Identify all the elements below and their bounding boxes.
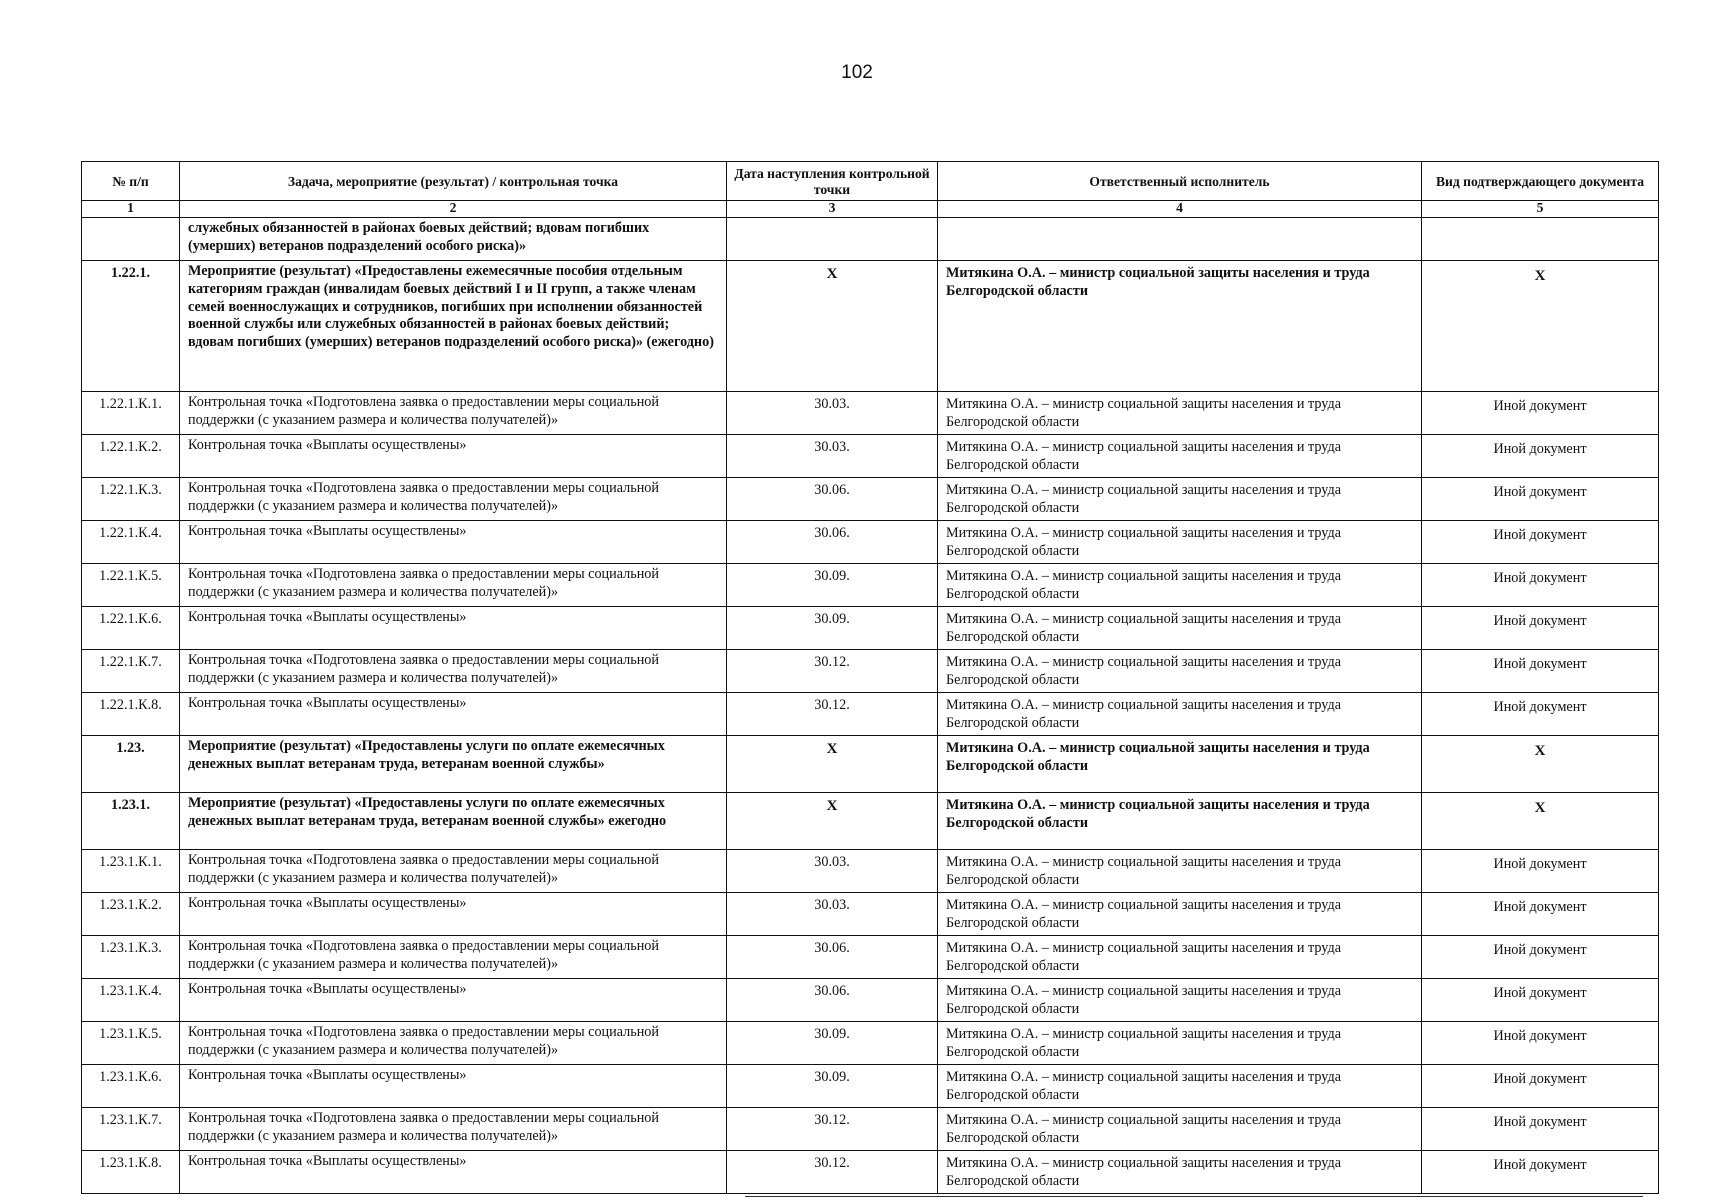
- row-date-cell: 30.12.: [727, 1151, 938, 1194]
- column-number-4: 4: [938, 201, 1422, 218]
- row-number-cell: 1.23.1.К.5.: [82, 1022, 180, 1065]
- row-document-cell: X: [1422, 793, 1659, 850]
- row-number-cell: 1.22.1.К.3.: [82, 478, 180, 521]
- row-date-cell: X: [727, 261, 938, 392]
- row-responsible-cell: Митякина О.А. – министр социальной защиты населения и труда Белгородской области: [938, 850, 1422, 893]
- table-row: [82, 979, 1659, 1022]
- footer-rule: [745, 1196, 1643, 1197]
- header-date: Дата наступления контрольной точки: [727, 162, 938, 201]
- table-row: [82, 893, 1659, 936]
- control-points-table: [81, 161, 1659, 1194]
- row-number-cell: 1.22.1.К.4.: [82, 521, 180, 564]
- row-task-cell: Мероприятие (результат) «Предоставлены услуги по оплате ежемесячных денежных выплат ветеранам труда, ветеранам военной службы» ежегодно: [180, 793, 727, 850]
- table-row: [82, 1108, 1659, 1151]
- table-row: [82, 793, 1659, 850]
- row-responsible-cell: Митякина О.А. – министр социальной защиты населения и труда Белгородской области: [938, 392, 1422, 435]
- row-number-cell: 1.23.1.К.2.: [82, 893, 180, 936]
- row-date-cell: 30.09.: [727, 607, 938, 650]
- header-number: № п/п: [82, 162, 180, 201]
- row-responsible-cell: Митякина О.А. – министр социальной защиты населения и труда Белгородской области: [938, 1151, 1422, 1194]
- table-body: [82, 218, 1659, 1194]
- row-responsible-cell: Митякина О.А. – министр социальной защиты населения и труда Белгородской области: [938, 478, 1422, 521]
- table-row: [82, 650, 1659, 693]
- page-number: 102: [841, 62, 873, 83]
- table-row: [82, 1065, 1659, 1108]
- row-responsible-cell: Митякина О.А. – министр социальной защиты населения и труда Белгородской области: [938, 261, 1422, 392]
- row-date-cell: 30.09.: [727, 564, 938, 607]
- row-date-cell: X: [727, 736, 938, 793]
- row-number-cell: [82, 218, 180, 261]
- row-document-cell: Иной документ: [1422, 392, 1659, 435]
- table-row: [82, 218, 1659, 261]
- column-number-5: 5: [1422, 201, 1659, 218]
- row-responsible-cell: Митякина О.А. – министр социальной защиты населения и труда Белгородской области: [938, 979, 1422, 1022]
- row-number-cell: 1.22.1.: [82, 261, 180, 392]
- table-row: [82, 1151, 1659, 1194]
- header-responsible: Ответственный исполнитель: [938, 162, 1422, 201]
- row-document-cell: Иной документ: [1422, 979, 1659, 1022]
- row-date-cell: 30.12.: [727, 693, 938, 736]
- row-number-cell: 1.22.1.К.2.: [82, 435, 180, 478]
- row-task-cell: Контрольная точка «Выплаты осуществлены»: [180, 1065, 727, 1108]
- table-row: [82, 435, 1659, 478]
- row-responsible-cell: [938, 218, 1422, 261]
- row-document-cell: Иной документ: [1422, 650, 1659, 693]
- row-document-cell: Иной документ: [1422, 1151, 1659, 1194]
- row-date-cell: 30.09.: [727, 1065, 938, 1108]
- row-responsible-cell: Митякина О.А. – министр социальной защиты населения и труда Белгородской области: [938, 793, 1422, 850]
- row-task-cell: Контрольная точка «Выплаты осуществлены»: [180, 435, 727, 478]
- row-document-cell: Иной документ: [1422, 693, 1659, 736]
- row-number-cell: 1.22.1.К.8.: [82, 693, 180, 736]
- row-responsible-cell: Митякина О.А. – министр социальной защиты населения и труда Белгородской области: [938, 693, 1422, 736]
- row-task-cell: Контрольная точка «Подготовлена заявка о предоставлении меры социальной поддержки (с указанием размера и количества получателей)»: [180, 478, 727, 521]
- row-date-cell: [727, 218, 938, 261]
- row-date-cell: 30.12.: [727, 1108, 938, 1151]
- row-task-cell: Контрольная точка «Подготовлена заявка о предоставлении меры социальной поддержки (с указанием размера и количества получателей)»: [180, 936, 727, 979]
- row-task-cell: Контрольная точка «Подготовлена заявка о предоставлении меры социальной поддержки (с указанием размера и количества получателей)»: [180, 650, 727, 693]
- row-document-cell: Иной документ: [1422, 435, 1659, 478]
- row-number-cell: 1.23.1.К.3.: [82, 936, 180, 979]
- row-number-cell: 1.22.1.К.1.: [82, 392, 180, 435]
- row-date-cell: 30.03.: [727, 850, 938, 893]
- row-date-cell: 30.06.: [727, 521, 938, 564]
- row-responsible-cell: Митякина О.А. – министр социальной защиты населения и труда Белгородской области: [938, 435, 1422, 478]
- row-date-cell: 30.09.: [727, 1022, 938, 1065]
- row-task-cell: Контрольная точка «Выплаты осуществлены»: [180, 979, 727, 1022]
- row-responsible-cell: Митякина О.А. – министр социальной защиты населения и труда Белгородской области: [938, 650, 1422, 693]
- row-date-cell: 30.06.: [727, 478, 938, 521]
- row-date-cell: 30.03.: [727, 435, 938, 478]
- table-row: [82, 936, 1659, 979]
- row-document-cell: Иной документ: [1422, 478, 1659, 521]
- row-number-cell: 1.23.1.К.6.: [82, 1065, 180, 1108]
- table-row: [82, 736, 1659, 793]
- row-task-cell: Контрольная точка «Подготовлена заявка о предоставлении меры социальной поддержки (с указанием размера и количества получателей)»: [180, 1108, 727, 1151]
- table-row: [82, 693, 1659, 736]
- row-task-cell: Контрольная точка «Выплаты осуществлены»: [180, 1151, 727, 1194]
- table-row: [82, 392, 1659, 435]
- row-number-cell: 1.23.: [82, 736, 180, 793]
- row-document-cell: Иной документ: [1422, 893, 1659, 936]
- row-task-cell: Мероприятие (результат) «Предоставлены ежемесячные пособия отдельным категориям граждан (инвалидам боевых действий I и II групп, а также членам семей военнослужащих и сотрудников, погибших при исполнении обязанностей военной службы или служебных обязанностей в районах боевых действий; вдовам погибших (умерших) ветеранов подразделений особого риска)» (ежегодно): [180, 261, 727, 392]
- header-task: Задача, мероприятие (результат) / контрольная точка: [180, 162, 727, 201]
- table-row: [82, 261, 1659, 392]
- row-responsible-cell: Митякина О.А. – министр социальной защиты населения и труда Белгородской области: [938, 893, 1422, 936]
- row-document-cell: Иной документ: [1422, 1022, 1659, 1065]
- row-document-cell: Иной документ: [1422, 1108, 1659, 1151]
- row-task-cell: служебных обязанностей в районах боевых действий; вдовам погибших (умерших) ветеранов подразделений особого риска)»: [180, 218, 727, 261]
- row-document-cell: [1422, 218, 1659, 261]
- table-row: [82, 607, 1659, 650]
- row-number-cell: 1.23.1.: [82, 793, 180, 850]
- row-responsible-cell: Митякина О.А. – министр социальной защиты населения и труда Белгородской области: [938, 1065, 1422, 1108]
- row-task-cell: Контрольная точка «Подготовлена заявка о предоставлении меры социальной поддержки (с указанием размера и количества получателей)»: [180, 1022, 727, 1065]
- row-document-cell: Иной документ: [1422, 607, 1659, 650]
- table-row: [82, 850, 1659, 893]
- row-task-cell: Контрольная точка «Выплаты осуществлены»: [180, 893, 727, 936]
- row-responsible-cell: Митякина О.А. – министр социальной защиты населения и труда Белгородской области: [938, 1022, 1422, 1065]
- row-number-cell: 1.23.1.К.8.: [82, 1151, 180, 1194]
- row-responsible-cell: Митякина О.А. – министр социальной защиты населения и труда Белгородской области: [938, 521, 1422, 564]
- table-row: [82, 1022, 1659, 1065]
- header-document: Вид подтверждающего документа: [1422, 162, 1659, 201]
- row-number-cell: 1.23.1.К.7.: [82, 1108, 180, 1151]
- row-responsible-cell: Митякина О.А. – министр социальной защиты населения и труда Белгородской области: [938, 1108, 1422, 1151]
- row-date-cell: 30.06.: [727, 979, 938, 1022]
- row-document-cell: Иной документ: [1422, 936, 1659, 979]
- column-number-3: 3: [727, 201, 938, 218]
- row-document-cell: Иной документ: [1422, 521, 1659, 564]
- row-task-cell: Контрольная точка «Подготовлена заявка о предоставлении меры социальной поддержки (с указанием размера и количества получателей)»: [180, 564, 727, 607]
- row-task-cell: Контрольная точка «Выплаты осуществлены»: [180, 693, 727, 736]
- row-document-cell: Иной документ: [1422, 850, 1659, 893]
- row-document-cell: Иной документ: [1422, 564, 1659, 607]
- column-number-1: 1: [82, 201, 180, 218]
- row-task-cell: Контрольная точка «Подготовлена заявка о предоставлении меры социальной поддержки (с указанием размера и количества получателей)»: [180, 392, 727, 435]
- row-number-cell: 1.23.1.К.4.: [82, 979, 180, 1022]
- row-document-cell: X: [1422, 261, 1659, 392]
- row-number-cell: 1.22.1.К.6.: [82, 607, 180, 650]
- table-row: [82, 478, 1659, 521]
- row-document-cell: X: [1422, 736, 1659, 793]
- row-responsible-cell: Митякина О.А. – министр социальной защиты населения и труда Белгородской области: [938, 936, 1422, 979]
- row-task-cell: Контрольная точка «Выплаты осуществлены»: [180, 521, 727, 564]
- row-number-cell: 1.22.1.К.5.: [82, 564, 180, 607]
- table-row: [82, 521, 1659, 564]
- row-number-cell: 1.23.1.К.1.: [82, 850, 180, 893]
- row-responsible-cell: Митякина О.А. – министр социальной защиты населения и труда Белгородской области: [938, 736, 1422, 793]
- row-task-cell: Мероприятие (результат) «Предоставлены услуги по оплате ежемесячных денежных выплат ветеранам труда, ветеранам военной службы»: [180, 736, 727, 793]
- row-task-cell: Контрольная точка «Выплаты осуществлены»: [180, 607, 727, 650]
- column-number-row: [82, 201, 1659, 218]
- row-date-cell: 30.06.: [727, 936, 938, 979]
- row-date-cell: 30.03.: [727, 893, 938, 936]
- row-number-cell: 1.22.1.К.7.: [82, 650, 180, 693]
- row-responsible-cell: Митякина О.А. – министр социальной защиты населения и труда Белгородской области: [938, 607, 1422, 650]
- row-document-cell: Иной документ: [1422, 1065, 1659, 1108]
- table-row: [82, 564, 1659, 607]
- row-task-cell: Контрольная точка «Подготовлена заявка о предоставлении меры социальной поддержки (с указанием размера и количества получателей)»: [180, 850, 727, 893]
- row-date-cell: 30.03.: [727, 392, 938, 435]
- row-date-cell: X: [727, 793, 938, 850]
- row-responsible-cell: Митякина О.А. – министр социальной защиты населения и труда Белгородской области: [938, 564, 1422, 607]
- row-date-cell: 30.12.: [727, 650, 938, 693]
- table-header-row: [82, 162, 1659, 201]
- column-number-2: 2: [180, 201, 727, 218]
